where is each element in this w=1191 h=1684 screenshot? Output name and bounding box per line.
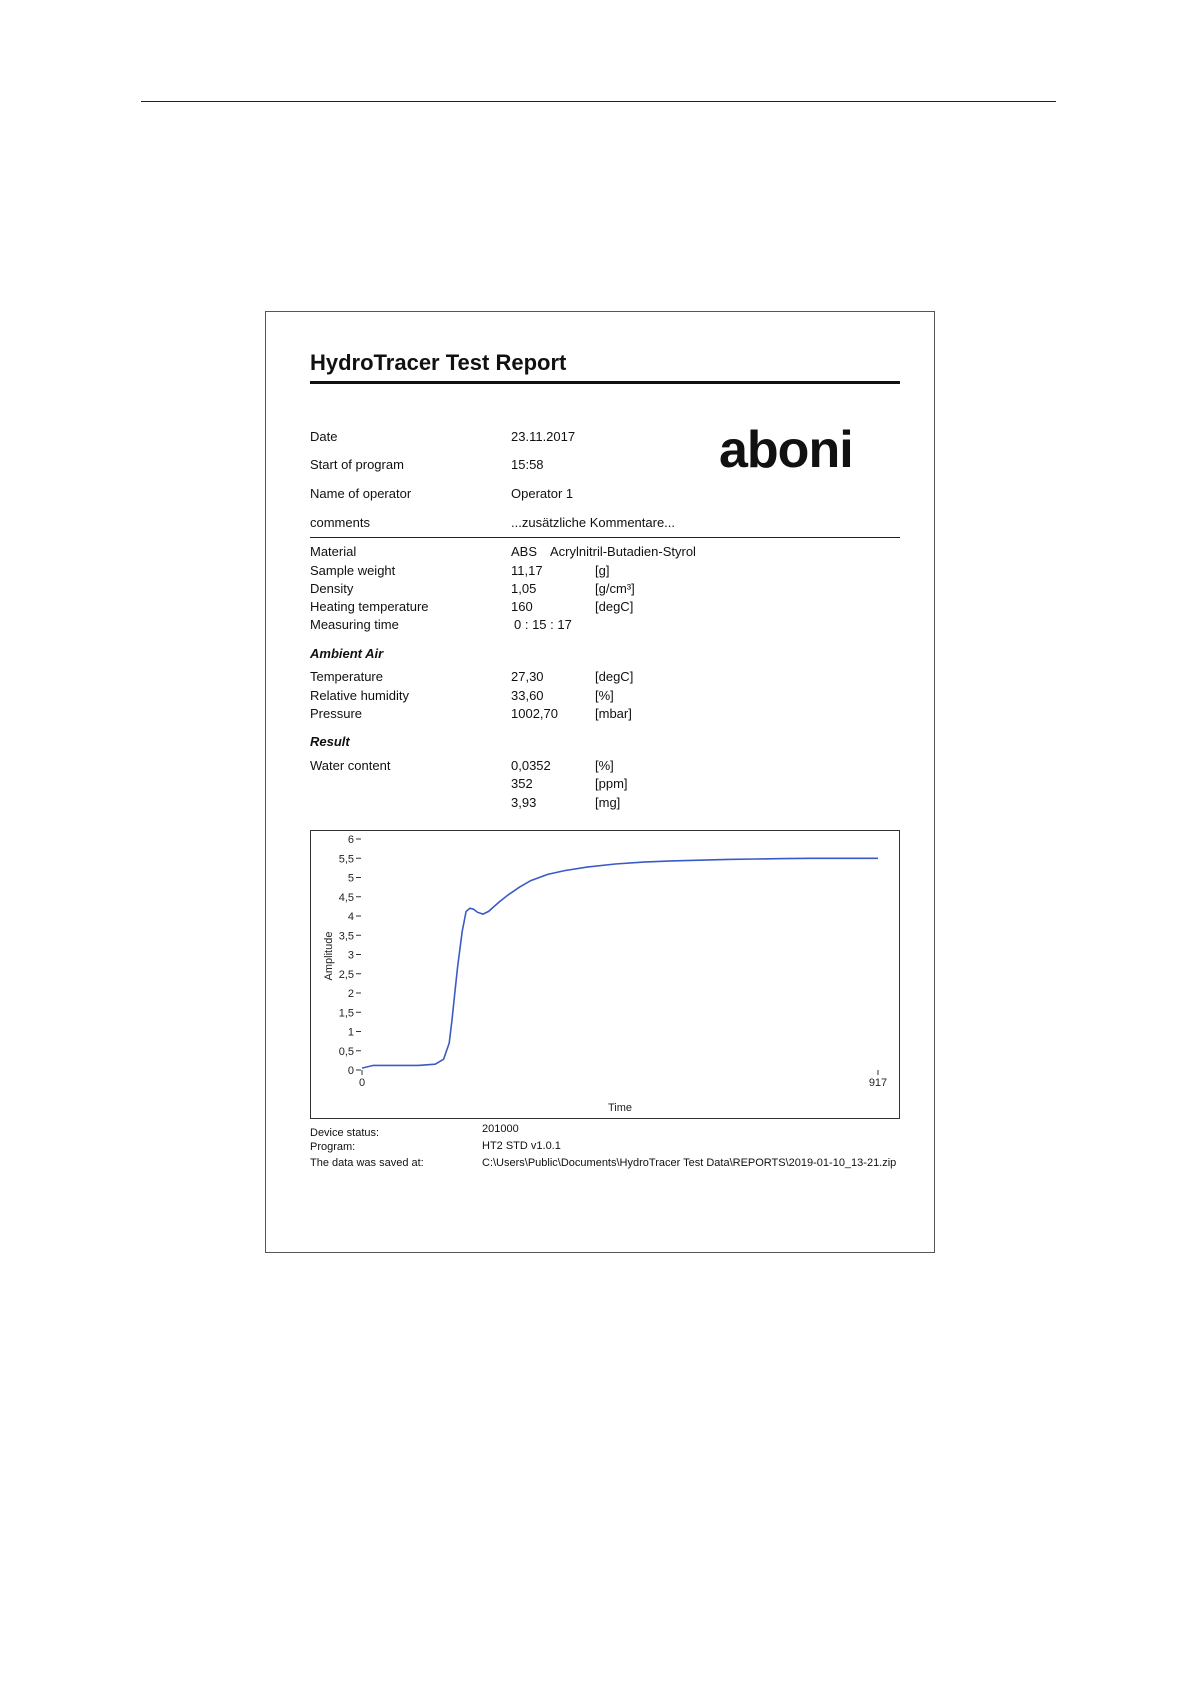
- y-tick-label: 5: [347, 872, 354, 885]
- page-header-rule: [141, 101, 1056, 102]
- device-status-value: 201000: [482, 1123, 519, 1135]
- y-tick-label: 0,5: [338, 1045, 354, 1058]
- result-heading: Result: [310, 734, 350, 749]
- material-name: Acrylnitril-Butadien-Styrol: [550, 544, 696, 559]
- comments-label: comments: [310, 515, 370, 530]
- date-label: Date: [310, 429, 338, 444]
- density-unit: [g/cm³]: [595, 581, 635, 596]
- y-tick-label: 1: [347, 1026, 354, 1039]
- ambient-temp-unit: [degC]: [595, 669, 634, 684]
- density-label: Density: [310, 581, 354, 596]
- y-tick-label: 4: [347, 911, 354, 923]
- y-tick-label: 6: [347, 834, 354, 846]
- y-axis-label: Amplitude: [323, 931, 335, 981]
- x-tick-label: 0: [358, 1077, 366, 1089]
- measuring-time-label: Measuring time: [310, 617, 399, 632]
- water-content-label: Water content: [310, 758, 391, 773]
- aboni-logo: aboni: [719, 421, 853, 479]
- ambient-air-heading: Ambient Air: [310, 646, 384, 661]
- report-frame: [265, 311, 935, 1253]
- operator-value: Operator 1: [511, 486, 574, 501]
- chart-border: [311, 831, 900, 1119]
- y-tick-label: 1,5: [338, 1007, 354, 1020]
- device-status-label: Device status:: [310, 1127, 380, 1139]
- sample-weight-label: Sample weight: [310, 563, 396, 578]
- saved-at-label: The data was saved at:: [310, 1157, 424, 1169]
- operator-label: Name of operator: [310, 486, 412, 501]
- ambient-temp-value: 27,30: [511, 669, 544, 684]
- program-value: HT2 STD v1.0.1: [482, 1140, 561, 1152]
- x-axis-label: Time: [607, 1102, 633, 1114]
- x-tick-label: 917: [868, 1077, 888, 1089]
- chart-svg: [310, 830, 900, 1119]
- program-label: Program:: [310, 1141, 356, 1153]
- pressure-label: Pressure: [310, 706, 363, 721]
- header-rule: [310, 537, 900, 538]
- y-tick-label: 4,5: [338, 891, 354, 904]
- humidity-label: Relative humidity: [310, 688, 409, 703]
- water-content-mg-unit: [mg]: [595, 795, 621, 810]
- pressure-unit: [mbar]: [595, 706, 632, 721]
- humidity-value: 33,60: [511, 688, 544, 703]
- material-code: ABS: [511, 544, 538, 559]
- y-tick-label: 2: [347, 988, 354, 1000]
- heating-temp-unit: [degC]: [595, 599, 634, 614]
- density-value: 1,05: [511, 581, 537, 596]
- heating-temp-value: 160: [511, 599, 533, 614]
- material-label: Material: [310, 544, 357, 559]
- water-content-percent-unit: [%]: [595, 758, 614, 773]
- sample-weight-unit: [g]: [595, 563, 610, 578]
- amplitude-chart: [310, 830, 900, 1119]
- y-tick-label: 5,5: [338, 853, 354, 866]
- title-rule: [310, 381, 900, 384]
- y-tick-label: 0: [347, 1065, 354, 1077]
- heating-temp-label: Heating temperature: [310, 599, 429, 614]
- y-tick-label: 2,5: [338, 968, 354, 981]
- ambient-temp-label: Temperature: [310, 669, 383, 684]
- comments-value: ...zusätzliche Kommentare...: [511, 515, 676, 530]
- pressure-value: 1002,70: [511, 706, 558, 721]
- humidity-unit: [%]: [595, 688, 614, 703]
- start-program-value: 15:58: [511, 457, 544, 472]
- date-value: 23.11.2017: [511, 429, 576, 444]
- sample-weight-value: 11,17: [511, 563, 543, 578]
- water-content-mg: 3,93: [511, 795, 537, 810]
- measuring-time-value: 0 : 15 : 17: [514, 617, 572, 632]
- water-content-ppm: 352: [511, 776, 533, 791]
- water-content-percent: 0,0352: [511, 758, 551, 773]
- y-tick-label: 3: [347, 949, 354, 962]
- saved-at-value: C:\Users\Public\Documents\HydroTracer Test Data\REPORTS\2019-01-10_13-21.zip: [482, 1157, 897, 1169]
- start-program-label: Start of program: [310, 457, 404, 472]
- water-content-ppm-unit: [ppm]: [595, 776, 628, 791]
- y-tick-label: 3,5: [338, 930, 354, 943]
- report-title: HydroTracer Test Report: [310, 350, 567, 375]
